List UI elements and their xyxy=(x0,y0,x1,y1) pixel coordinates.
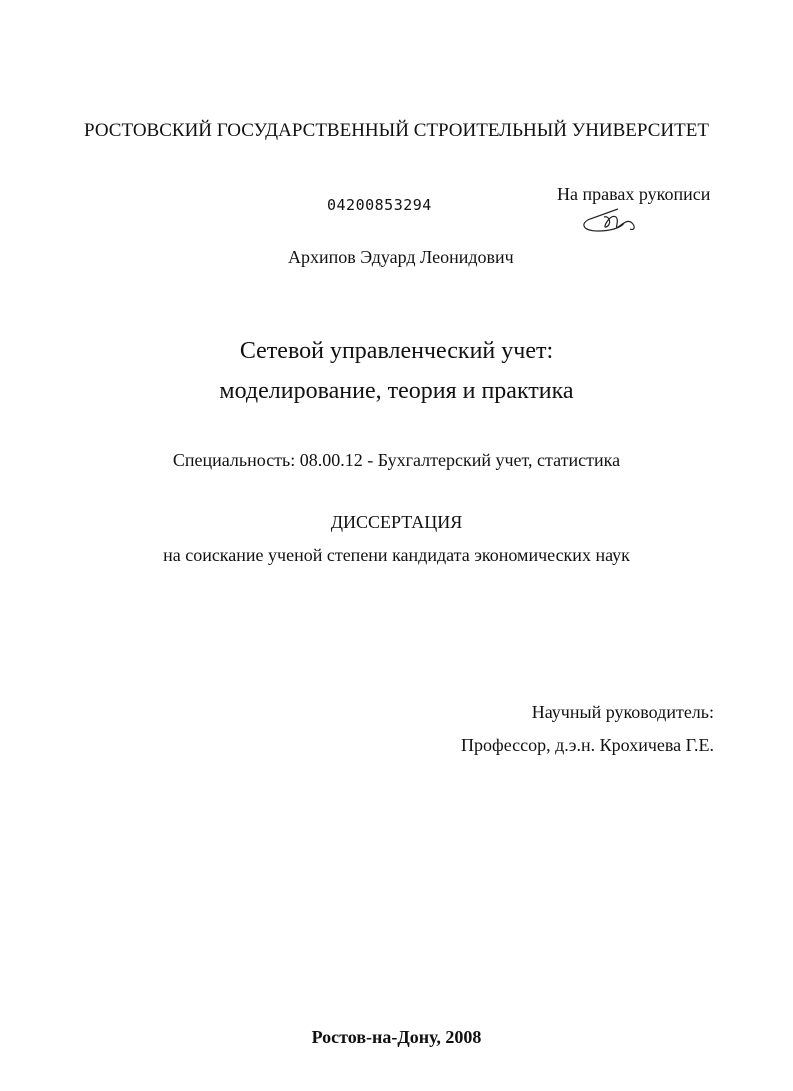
title-line-1: Сетевой управленческий учет: xyxy=(239,338,554,364)
advisor-label: Научный руководитель: xyxy=(531,702,714,722)
signature-icon xyxy=(578,205,648,235)
author-name: Архипов Эдуард Леонидович xyxy=(288,247,514,267)
title-line-2: моделирование, теория и практика xyxy=(219,378,574,404)
advisor-name: Профессор, д.э.н. Крохичева Г.Е. xyxy=(461,735,714,755)
degree: на соискание ученой степени кандидата экономических наук xyxy=(163,545,630,565)
manuscript-rights: На правах рукописи xyxy=(557,184,711,204)
document-type: ДИССЕРТАЦИЯ xyxy=(330,512,463,532)
city-year: Ростов-на-Дону, 2008 xyxy=(311,1027,482,1047)
university-name: РОСТОВСКИЙ ГОСУДАРСТВЕННЫЙ СТРОИТЕЛЬНЫЙ УНИВЕРСИТЕТ xyxy=(84,120,709,141)
catalog-number: 04200853294 xyxy=(327,196,432,214)
specialty: Специальность: 08.00.12 - Бухгалтерский учет, статистика xyxy=(172,450,621,470)
